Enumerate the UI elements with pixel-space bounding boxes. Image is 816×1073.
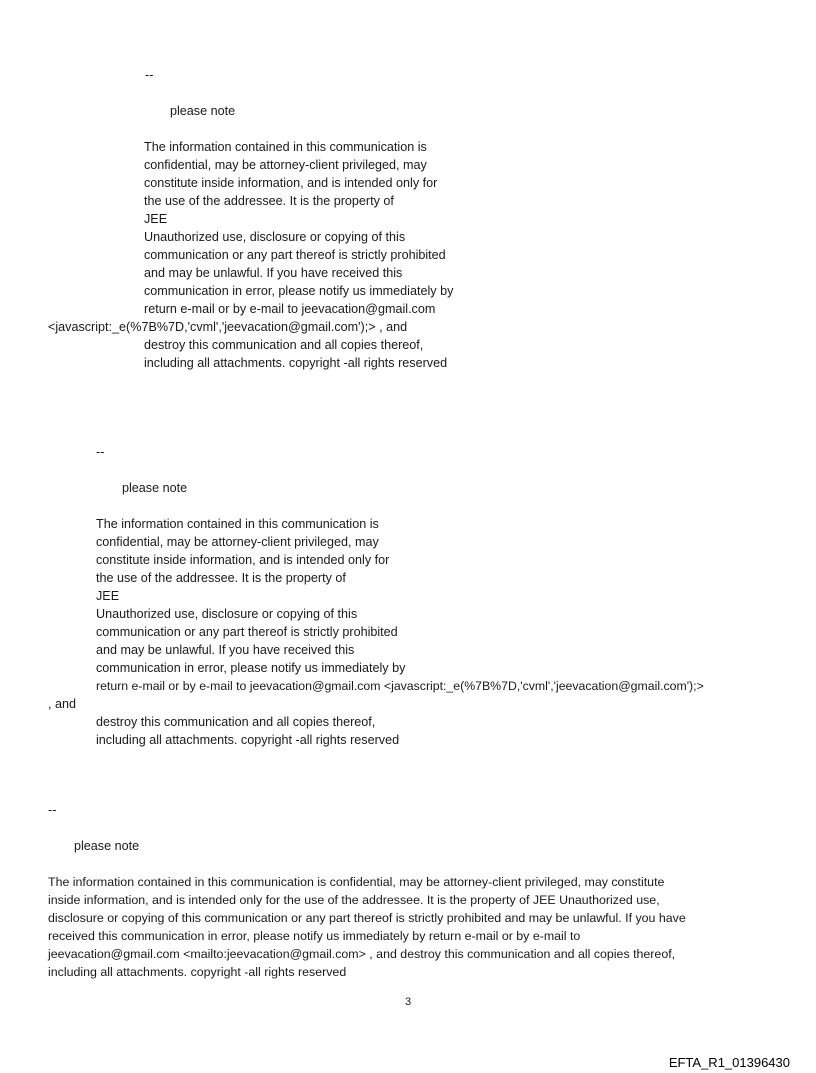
notice-line: destroy this communication and all copies thereof, — [96, 715, 376, 729]
notice-line: jeevacation@gmail.com <mailto:jeevacation@gmail.com> , and destroy this communication and all copies thereof, — [48, 947, 676, 961]
notice-line: Unauthorized use, disclosure or copying of this — [96, 607, 358, 621]
notice-line: including all attachments. copyright -all rights reserved — [144, 356, 448, 370]
notice-line: and may be unlawful. If you have received this — [144, 266, 403, 280]
page-number: 3 — [404, 996, 412, 1008]
notice-line: return e-mail or by e-mail to jeevacation@gmail.com — [144, 302, 436, 316]
notice-line: confidential, may be attorney-client privileged, may — [96, 535, 379, 549]
notice-line: confidential, may be attorney-client privileged, may — [144, 158, 427, 172]
notice-line: Unauthorized use, disclosure or copying of this — [144, 230, 406, 244]
notice-line: constitute inside information, and is intended only for — [144, 176, 438, 190]
notice-line: The information contained in this communication is confidential, may be attorney-client privileged, may constitute — [48, 875, 665, 889]
notice-line: received this communication in error, please notify us immediately by return e-mail or by e-mail to — [48, 929, 581, 943]
notice-line: The information contained in this communication is — [96, 517, 379, 531]
notice-line: JEE — [96, 589, 120, 603]
notice-line: and may be unlawful. If you have received this — [96, 643, 355, 657]
separator-dashes: -- — [145, 68, 154, 82]
notice-line: communication in error, please notify us immediately by — [96, 661, 406, 675]
notice-heading: please note — [122, 481, 188, 495]
notice-line: return e-mail or by e-mail to jeevacation@gmail.com <javascript:_e(%7B%7D,'cvml','jeevacation@gmail.com');> — [96, 679, 704, 693]
notice-line: including all attachments. copyright -all rights reserved — [48, 965, 347, 979]
notice-line: , and — [48, 697, 77, 711]
separator-dashes: -- — [48, 803, 57, 817]
notice-line: the use of the addressee. It is the property of — [144, 194, 394, 208]
notice-line: inside information, and is intended only for the use of the addressee. It is the property of JEE Unauthorized use, — [48, 893, 660, 907]
notice-line: constitute inside information, and is intended only for — [96, 553, 390, 567]
notice-line: the use of the addressee. It is the property of — [96, 571, 346, 585]
notice-heading: please note — [74, 839, 140, 853]
notice-line: communication or any part thereof is strictly prohibited — [96, 625, 398, 639]
notice-line: The information contained in this communication is — [144, 140, 427, 154]
notice-line: communication or any part thereof is strictly prohibited — [144, 248, 446, 262]
notice-line: disclosure or copying of this communication or any part thereof is strictly prohibited and may be unlawful. If you have — [48, 911, 686, 925]
notice-line: including all attachments. copyright -all rights reserved — [96, 733, 400, 747]
separator-dashes: -- — [96, 445, 105, 459]
bates-stamp: EFTA_R1_01396430 — [668, 1055, 790, 1070]
notice-line: communication in error, please notify us immediately by — [144, 284, 454, 298]
notice-line: JEE — [144, 212, 168, 226]
notice-line: destroy this communication and all copies thereof, — [144, 338, 424, 352]
notice-line: <javascript:_e(%7B%7D,'cvml','jeevacation@gmail.com');> , and — [48, 320, 408, 334]
notice-heading: please note — [170, 104, 236, 118]
